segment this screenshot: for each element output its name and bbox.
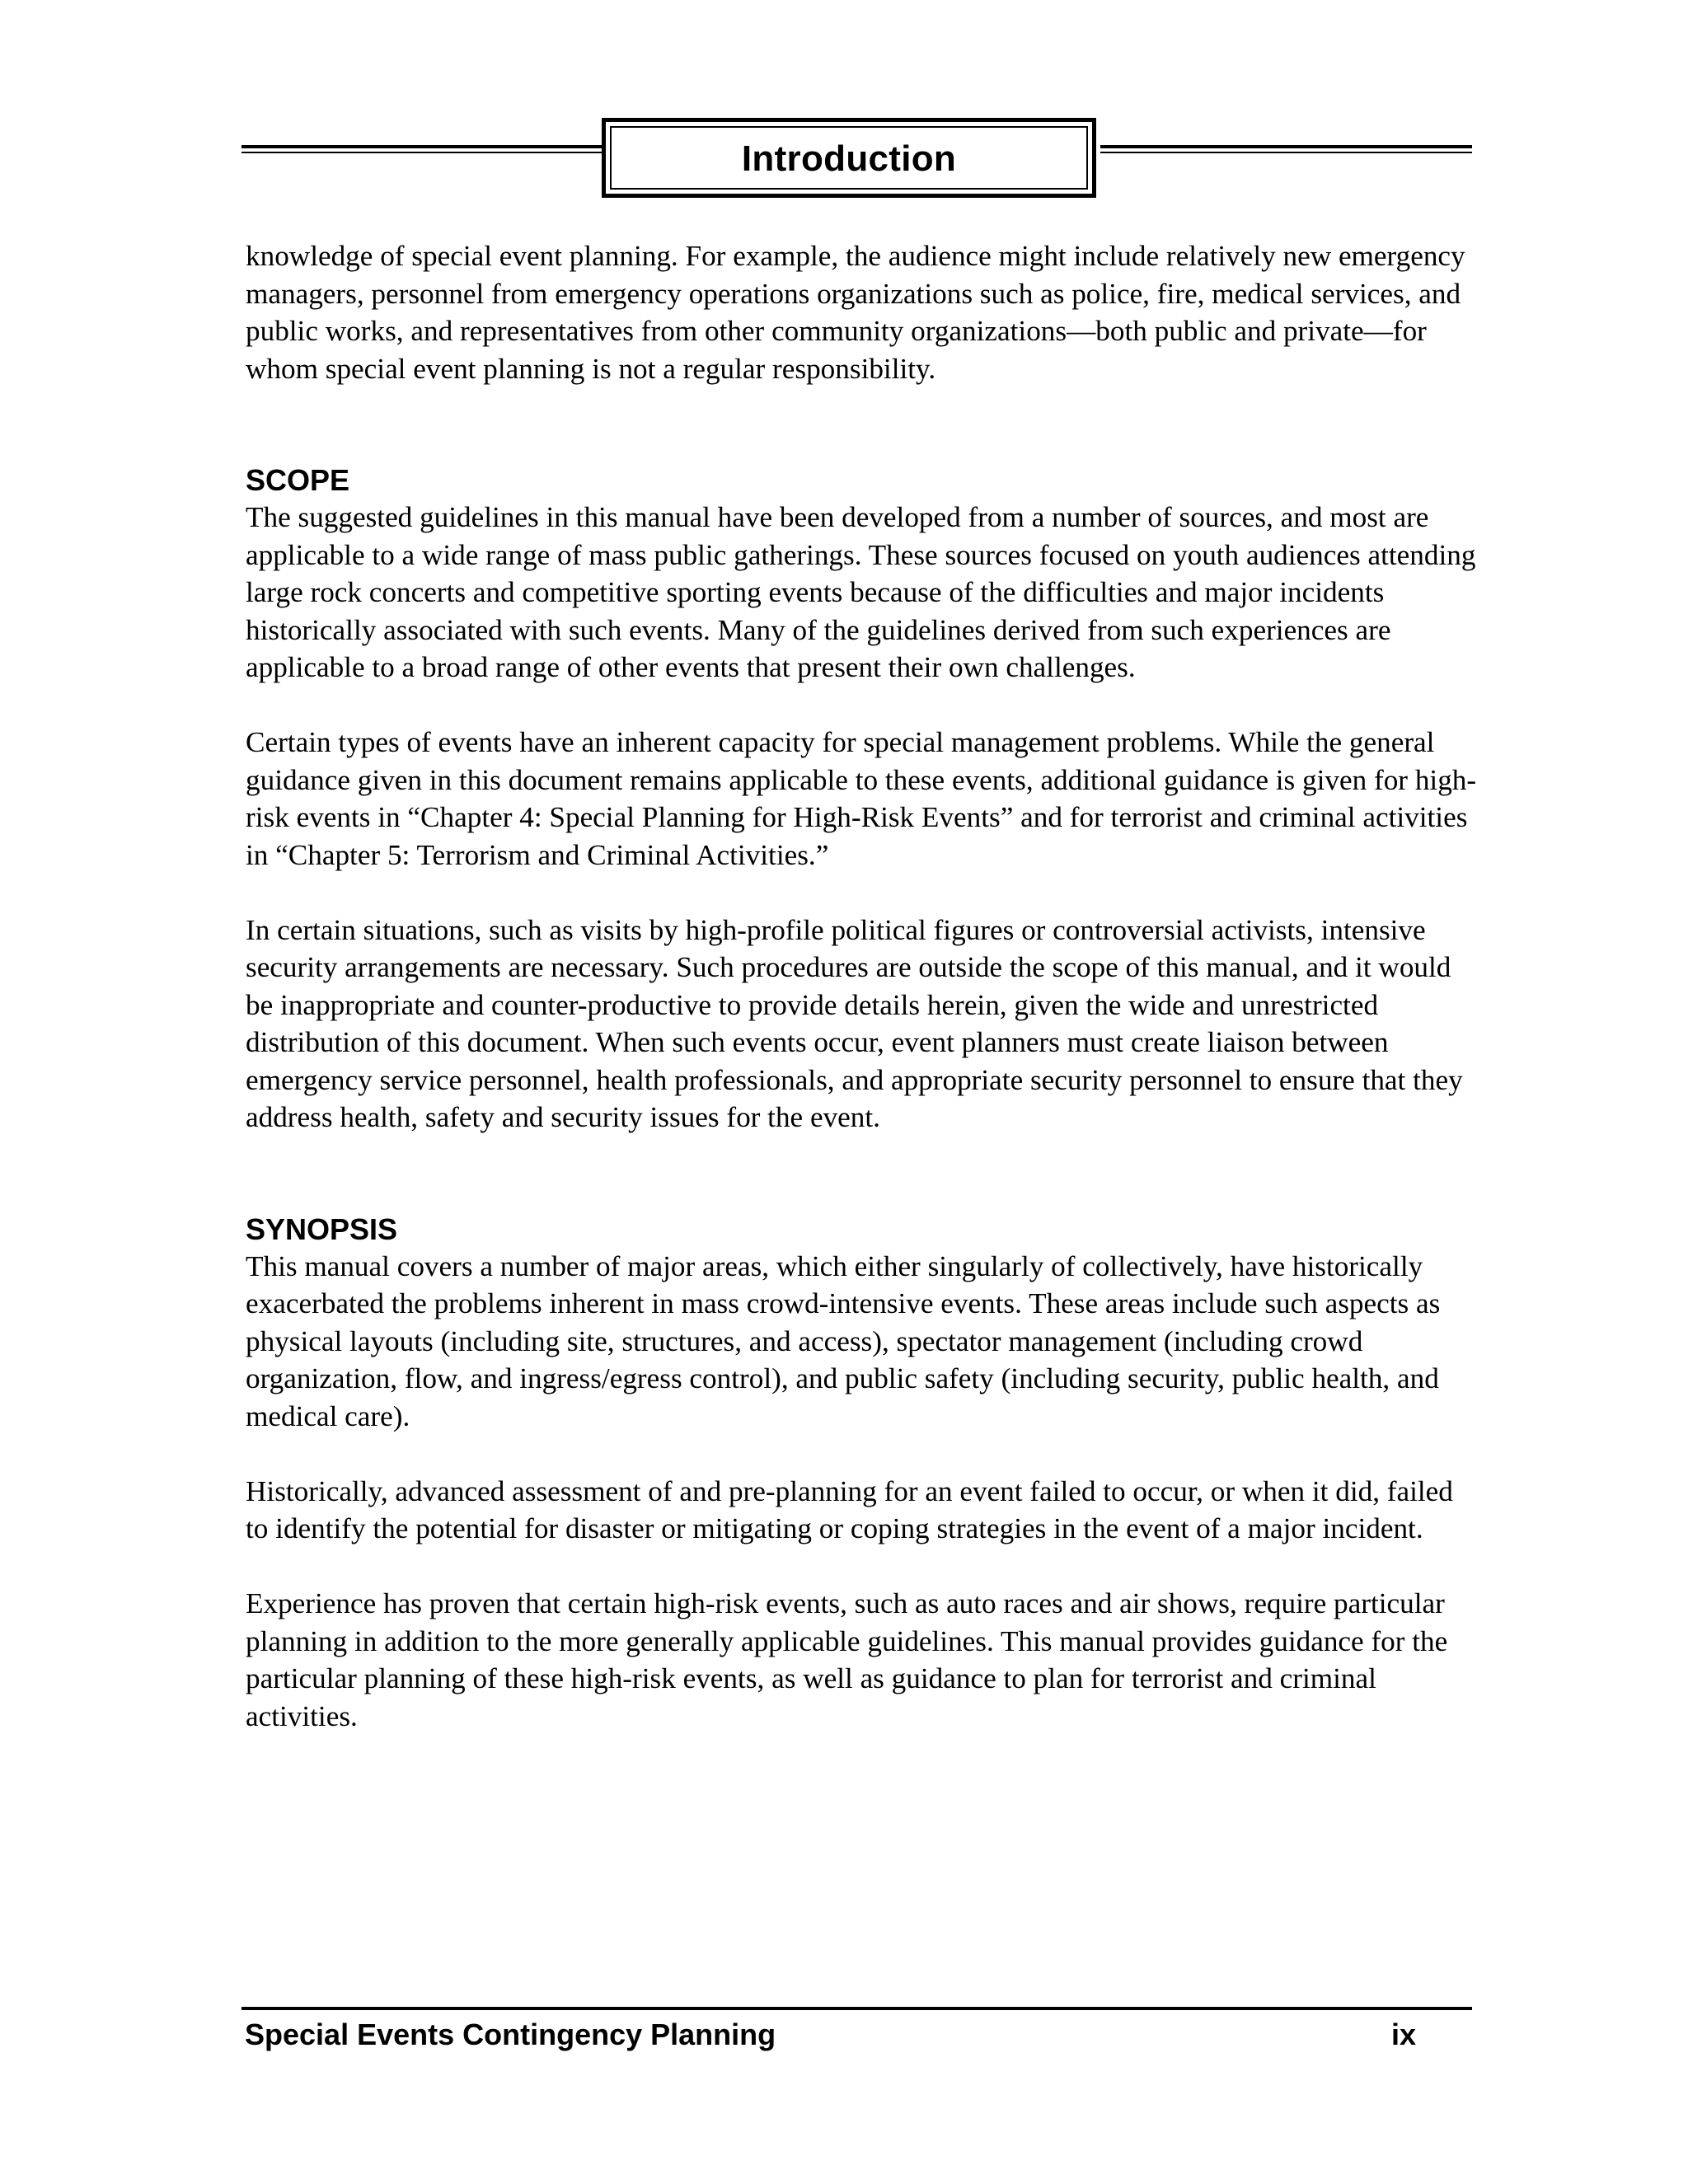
- section-spacer: [246, 387, 1478, 462]
- scope-paragraph-2: Certain types of events have an inherent capacity for special management problems. While the general guidance given in this document remains applicable to these events, additional guidance is given for high-risk events in “Chapter 4: Special Planning for High-Risk Events” and for terrorist and criminal activities in “Chapter 5: Terrorism and Criminal Activities.”: [246, 726, 1477, 871]
- page-footer: [241, 2007, 1472, 2053]
- scope-heading: SCOPE: [246, 463, 350, 497]
- header-rule-left: [241, 145, 604, 153]
- intro-continuation-paragraph: knowledge of special event planning. For example, the audience might include relatively new emergency managers, personnel from emergency operations organizations such as police, fire, medical services, and public works, and representatives from other community organizations—both public and private—for whom special event planning is not a regular responsibility.: [246, 240, 1465, 385]
- header-title-box: [602, 118, 1096, 198]
- chapter-title: Introduction: [741, 138, 957, 179]
- synopsis-heading: SYNOPSIS: [246, 1212, 398, 1246]
- footer-row: [241, 2017, 1472, 2053]
- synopsis-paragraph-2: Historically, advanced assessment of and pre-planning for an event failed to occur, or when it did, failed to identify the potential for disaster or mitigating or coping strategies in the event of a major incident.: [246, 1474, 1453, 1544]
- section-spacer: [246, 1137, 1478, 1212]
- header-rule-right: [1100, 145, 1472, 153]
- footer-page-number: ix: [1390, 2018, 1416, 2051]
- footer-rule: [241, 2007, 1472, 2010]
- scope-paragraph-3: In certain situations, such as visits by high-profile political figures or controversial activists, intensive security arrangements are necessary. Such procedures are outside the scope of this manual, and it would be inappropriate and counter-productive to provide details herein, given the wide and unrestricted distribution of this document. When such events occur, event planners must create liaison between emergency service personnel, health professionals, and appropriate security personnel to ensure that they address health, safety and security issues for the event.: [246, 913, 1463, 1133]
- scope-paragraph-1: The suggested guidelines in this manual have been developed from a number of sources, and most are applicable to a wide range of mass public gatherings. These sources focused on youth audiences attending large rock concerts and competitive sporting events because of the difficulties and major incidents historically associated with such events. Many of the guidelines derived from such experiences are applicable to a broad range of other events that present their own challenges.: [246, 501, 1476, 683]
- footer-document-title: Special Events Contingency Planning: [245, 2018, 776, 2051]
- synopsis-paragraph-1: This manual covers a number of major areas, which either singularly of collectively, have historically exacerbated the problems inherent in mass crowd-intensive events. These areas include such aspects as physical layouts (including site, structures, and access), spectator management (including crowd organization, flow, and ingress/egress control), and public safety (including security, public health, and medical care).: [246, 1249, 1441, 1432]
- synopsis-paragraph-3: Experience has proven that certain high-risk events, such as auto races and air shows, require particular planning in addition to the more generally applicable guidelines. This manual provides guidance for the particular planning of these high-risk events, as well as guidance to plan for terrorist and criminal activities.: [246, 1587, 1448, 1732]
- page-header: [241, 118, 1472, 200]
- header-title-box-inner: [610, 126, 1088, 190]
- page-content: [246, 237, 1478, 1735]
